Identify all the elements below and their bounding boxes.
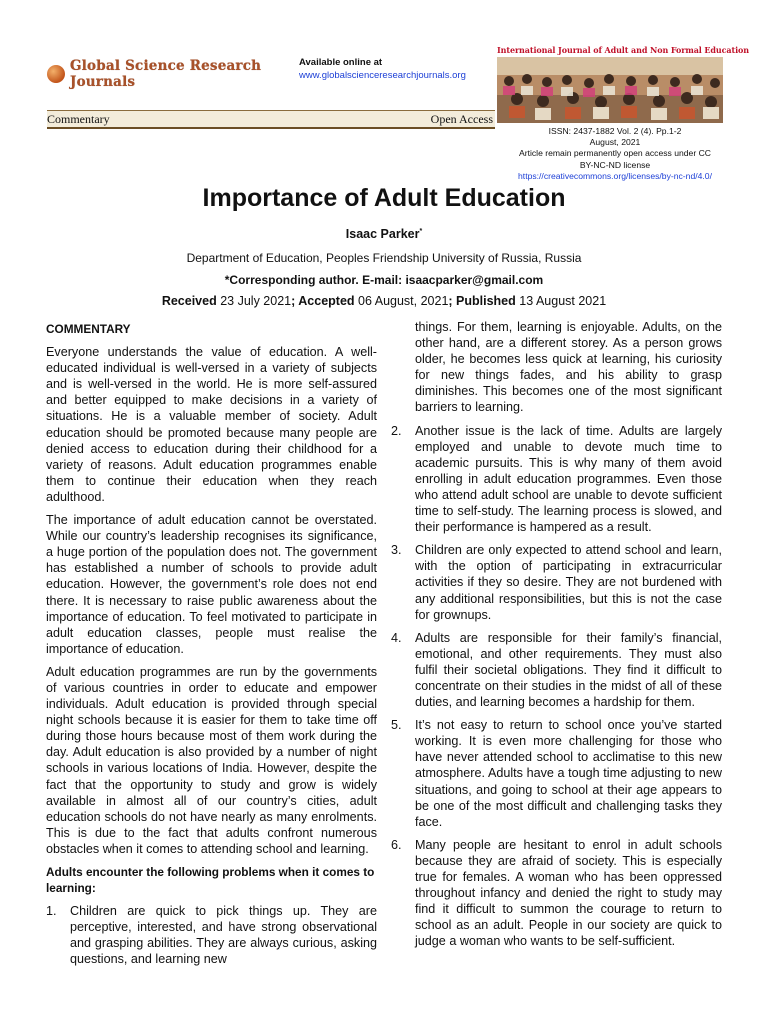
article-type: Commentary: [47, 112, 110, 126]
available-label: Available online at: [299, 57, 383, 68]
list-item-number: 1.: [46, 904, 57, 919]
list-item-6: [391, 837, 722, 950]
license-link[interactable]: https://creativecommons.org/licenses/by-nc-nd/4.0/: [518, 170, 712, 181]
list-item-number: 2.: [391, 423, 402, 438]
list-item-number: 6.: [391, 837, 402, 852]
list-item-text: Adults are responsible for their family’s financial, emotional, and other requirements. They must also fulfil their societal obligations. They find it difficult to concentrate on their studies in the midst of all of these duties, and learning becomes a hardship for them.: [415, 630, 722, 710]
availability-block: [299, 56, 499, 82]
access-type: Open Access: [430, 112, 493, 126]
issn-block: [500, 126, 730, 182]
issue-date: August, 2021: [589, 137, 641, 148]
list-item-text: It’s not easy to return to school once you’ve started working. It is even more challenging for those who have never attended school to acclimatise to this new atmosphere. Adults have a tough time adjusting to new situations, and going to school at their age appears to be one of the most difficult and challenging tasks they face.: [415, 718, 722, 829]
list-item-5: [391, 717, 722, 830]
list-item-text: Another issue is the lack of time. Adults are largely employed and unable to devote much time to academic pursuits. This is why many of them avoid enrolling in adult education programmes. Even those who attend adult school are unable to devote sufficient time to self-study. The learning process is slowed, and their performance is hampered as a result.: [415, 423, 722, 535]
received-label: Received: [161, 294, 217, 308]
published-date: 13 August 2021: [519, 294, 607, 308]
author-mark: *: [419, 227, 423, 235]
classroom-photo: [497, 57, 723, 123]
left-column: [46, 321, 377, 975]
list-item-number: 3.: [391, 543, 402, 558]
license-line-2: BY-NC-ND license: [579, 159, 651, 170]
accepted-label: ; Accepted: [291, 294, 355, 308]
list-item-text: Many people are hesitant to enrol in adult schools because they are afraid of society. This is especially true for females. A woman who has been oppressed throughout infancy and denied the right to study may find it difficult to summon the courage to return to school as an adult. People in our society are quick to judge a woman who wants to be self-sufficient.: [415, 837, 722, 949]
list-item-4: [391, 630, 722, 710]
list-item-text: Children are quick to pick things up. They are perceptive, interested, and have strong observational and grasping abilities. They are always curious, asking questions, and learning new: [70, 904, 377, 967]
article-type-bar: [47, 110, 495, 129]
license-line-1: Article remain permanently open access under CC: [518, 148, 712, 159]
article-dates: [0, 294, 768, 308]
article-title: Importance of Adult Education: [202, 184, 566, 212]
publisher-logo: [47, 58, 287, 90]
author-line: [0, 227, 768, 241]
list-item-text: Children are only expected to attend school and learn, with the option of participating in extracurricular activities if they so desire. They are not burdened with any additional responsibilities, but this is not the case for grownups.: [415, 543, 722, 622]
journal-title: International Journal of Adult and Non Formal Education: [497, 45, 749, 55]
affiliation: Department of Education, Peoples Friendship University of Russia, Russia: [186, 251, 582, 265]
list-item-1: [46, 903, 377, 967]
accepted-date: 06 August, 2021: [358, 294, 449, 308]
paragraph-2: The importance of adult education cannot be overstated. While our country’s leadership recognises its significance, a huge portion of the population does not. The government has established a number of schools to provide adult education. However, the government’s role does not end there. It is necessary to raise public awareness about the importance of education. To feel motivated to participate in adult education classes, people must realise the importance of education.: [46, 513, 377, 656]
problems-heading: Adults encounter the following problems when it comes to learning:: [46, 865, 375, 896]
list-item-1-continued: things. For them, learning is enjoyable. Adults, on the other hand, are a different storey. As a person grows older, he becomes less quick at learning, his curiosity for new things fades, and his ability to grasp diminishes. This becomes one of the most significant barriers to learning.: [415, 320, 722, 415]
journal-website-link[interactable]: www.globalscienceresearchjournals.org: [299, 70, 466, 81]
right-column: [391, 319, 722, 956]
author-name: Isaac Parker: [345, 227, 420, 241]
received-date: 23 July 2021: [220, 294, 292, 308]
list-item-3: [391, 542, 722, 622]
journal-banner-image: [497, 57, 723, 123]
published-label: ; Published: [448, 294, 516, 308]
globe-icon: [47, 65, 65, 83]
corresponding-author: *Corresponding author. E-mail: isaacparker@gmail.com: [224, 273, 544, 287]
issn-line: ISSN: 2437-1882 Vol. 2 (4). Pp.1-2: [548, 126, 682, 136]
list-item-number: 5.: [391, 718, 402, 733]
publisher-name: Global Science Research Journals: [70, 58, 262, 90]
paragraph-3: Adult education programmes are run by the governments of various countries in order to educate and empower individuals. Adult education is provided through special night schools because it is easier for them to take time off during those hours because most of them work during the day. Adult education is also provided by a number of night schools in various locations of India. However, despite the fact that the opportunity to study and grow is widely available in almost all of our country’s cities, adult education schools do not have nearly as many enrolments. This is due to the fact that adults confront numerous obstacles when it comes to attending school and learning.: [46, 664, 377, 856]
paragraph-1: Everyone understands the value of education. A well-educated individual is well-versed in a variety of subjects and is well-versed in the world. He is more self-assured and better equipped to make decisions in a variety of situations. He is a valuable member of society. Adult education should be promoted because many people are denied access to education during their childhood for a variety of reasons. Adult education programmes enable them to continue their education when they reach adulthood.: [46, 345, 377, 504]
section-heading: COMMENTARY: [46, 322, 131, 336]
list-item-2: [391, 423, 722, 536]
list-item-number: 4.: [391, 630, 402, 645]
